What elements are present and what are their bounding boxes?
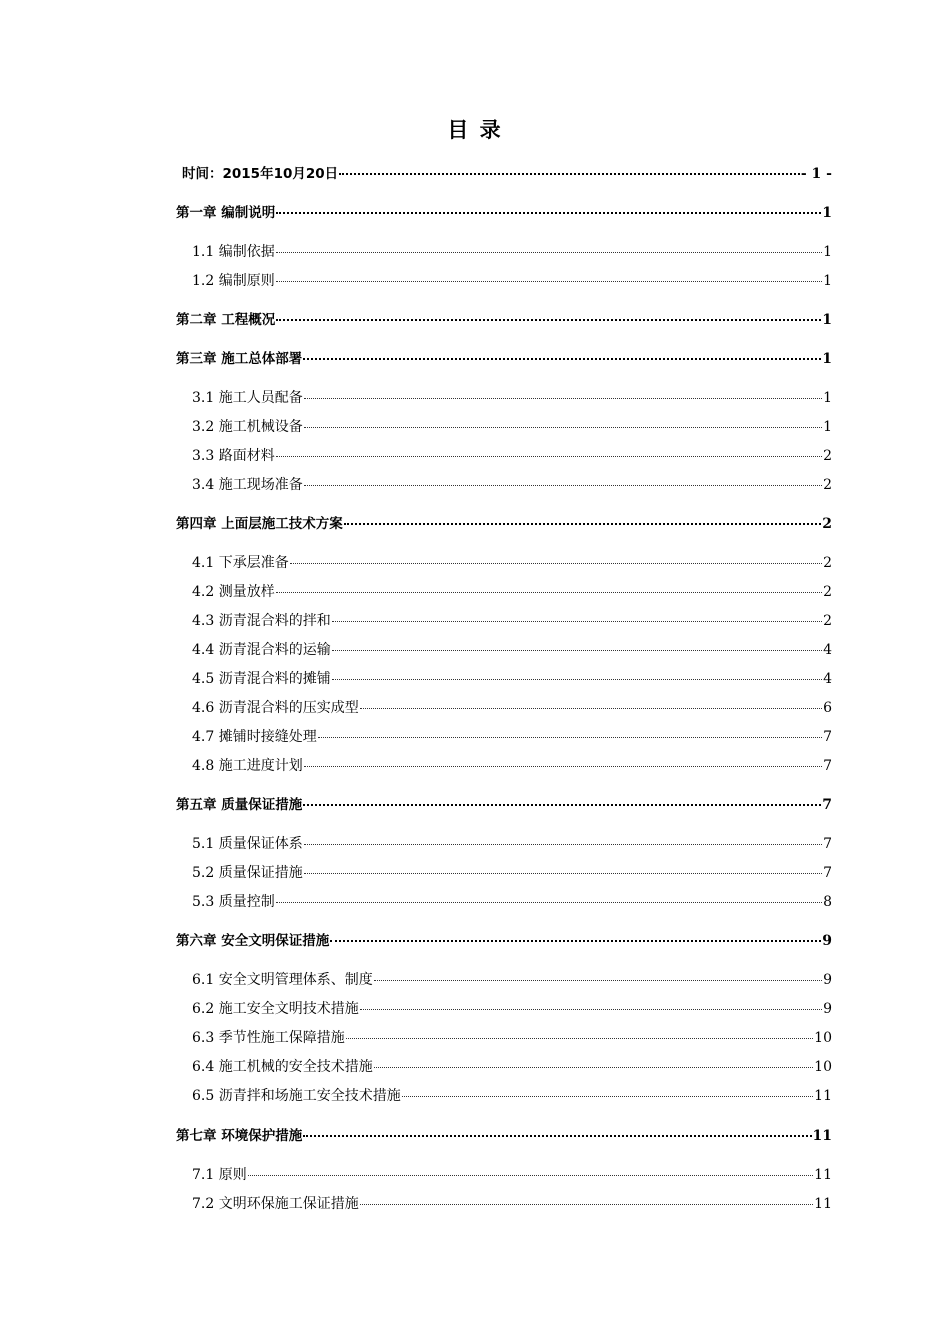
- toc-entry-label: 4.5 沥青混合料的摊铺: [192, 671, 331, 687]
- toc-entry-label: 时间：2015年10月20日: [182, 166, 339, 182]
- toc-section-entry[interactable]: [192, 971, 832, 989]
- toc-section-entry[interactable]: [192, 447, 832, 465]
- toc-entry-label: 6.5 沥青拌和场施工安全技术措施: [192, 1088, 401, 1104]
- toc-section-entry[interactable]: [192, 893, 832, 911]
- toc-page-number: 7: [823, 729, 832, 745]
- dot-leader: [374, 980, 822, 981]
- toc-page-number: 1: [823, 244, 832, 260]
- toc-entry-label: 7.1 原则: [192, 1167, 247, 1183]
- toc-chapter-entry[interactable]: [176, 350, 832, 368]
- dot-leader: [276, 212, 821, 214]
- toc-section-entry[interactable]: [192, 757, 832, 775]
- toc-section-entry[interactable]: [192, 670, 832, 688]
- dot-leader: [332, 621, 822, 622]
- toc-page-number: - 1 -: [800, 166, 832, 182]
- dot-leader: [304, 485, 822, 486]
- dot-leader: [346, 1038, 813, 1039]
- toc-entry-label: 5.2 质量保证措施: [192, 865, 303, 881]
- toc-entry-label: 6.4 施工机械的安全技术措施: [192, 1059, 373, 1075]
- toc-page-number: 2: [823, 613, 832, 629]
- toc-chapter-entry[interactable]: [176, 204, 832, 222]
- dot-leader: [276, 319, 821, 321]
- toc-page-number: 11: [812, 1128, 832, 1144]
- toc-section-entry[interactable]: [192, 243, 832, 261]
- dot-leader: [276, 281, 822, 282]
- dot-leader: [304, 766, 822, 767]
- dot-leader: [303, 1135, 811, 1137]
- toc-entry-label: 第四章 上面层施工技术方案: [176, 516, 343, 532]
- toc-entry-label: 第七章 环境保护措施: [176, 1128, 303, 1144]
- toc-entry-label: 4.4 沥青混合料的运输: [192, 642, 331, 658]
- dot-leader: [304, 844, 822, 845]
- toc-entry-label: 第六章 安全文明保证措施: [176, 933, 330, 949]
- toc-entry-label: 5.1 质量保证体系: [192, 836, 303, 852]
- toc-page-number: 1: [823, 390, 832, 406]
- toc-section-entry[interactable]: [192, 389, 832, 407]
- toc-section-entry[interactable]: [192, 272, 832, 290]
- toc-section-entry[interactable]: [192, 699, 832, 717]
- toc-page-number: 2: [823, 477, 832, 493]
- toc-entry-label: 4.6 沥青混合料的压实成型: [192, 700, 359, 716]
- dot-leader: [290, 563, 822, 564]
- toc-page-number: 10: [814, 1030, 832, 1046]
- dot-leader: [339, 173, 800, 175]
- toc-section-entry[interactable]: [192, 612, 832, 630]
- toc-section-entry[interactable]: [192, 418, 832, 436]
- toc-section-entry[interactable]: [192, 1195, 832, 1213]
- toc-entry-label: 4.2 测量放样: [192, 584, 275, 600]
- toc-page-number: 7: [823, 865, 832, 881]
- dot-leader: [304, 427, 822, 428]
- toc-section-entry[interactable]: [192, 1087, 832, 1105]
- dot-leader: [318, 737, 822, 738]
- toc-page-number: 9: [823, 972, 832, 988]
- dot-leader: [304, 398, 822, 399]
- dot-leader: [332, 679, 822, 680]
- toc-page-number: 4: [823, 671, 832, 687]
- dot-leader: [276, 456, 822, 457]
- toc-page-number: 11: [814, 1196, 832, 1212]
- toc-entry-label: 6.3 季节性施工保障措施: [192, 1030, 345, 1046]
- toc-section-entry[interactable]: [192, 641, 832, 659]
- toc-page-number: 6: [823, 700, 832, 716]
- toc-title: 目 录: [447, 118, 503, 142]
- dot-leader: [360, 1009, 822, 1010]
- dot-leader: [248, 1175, 813, 1176]
- toc-page-number: 1: [823, 419, 832, 435]
- toc-page-number: 11: [814, 1167, 832, 1183]
- dot-leader: [304, 873, 822, 874]
- toc-section-entry[interactable]: [192, 1058, 832, 1076]
- toc-entry-label: 第五章 质量保证措施: [176, 797, 303, 813]
- toc-chapter-entry[interactable]: [176, 1127, 832, 1145]
- toc-page-number: 1: [822, 205, 832, 221]
- toc-chapter-entry[interactable]: [176, 932, 832, 950]
- toc-page-number: 9: [822, 933, 832, 949]
- dot-leader: [344, 523, 822, 525]
- toc-section-entry[interactable]: [192, 728, 832, 746]
- toc-entry-label: 4.3 沥青混合料的拌和: [192, 613, 331, 629]
- toc-entry-label: 6.1 安全文明管理体系、制度: [192, 972, 373, 988]
- toc-entry-label: 3.2 施工机械设备: [192, 419, 303, 435]
- toc-page-number: 1: [822, 351, 832, 367]
- toc-chapter-entry[interactable]: [176, 311, 832, 329]
- dot-leader: [360, 708, 822, 709]
- toc-entry-label: 4.8 施工进度计划: [192, 758, 303, 774]
- dot-leader: [330, 940, 821, 942]
- toc-entry-label: 第三章 施工总体部署: [176, 351, 303, 367]
- toc-page-number: 8: [823, 894, 832, 910]
- toc-entry-label: 第一章 编制说明: [176, 205, 276, 221]
- toc-section-entry[interactable]: [192, 1029, 832, 1047]
- dot-leader: [402, 1096, 813, 1097]
- toc-section-entry[interactable]: [192, 583, 832, 601]
- dot-leader: [276, 252, 822, 253]
- toc-section-entry[interactable]: [192, 554, 832, 572]
- toc-entry-label: 7.2 文明环保施工保证措施: [192, 1196, 359, 1212]
- toc-entry-label: 1.2 编制原则: [192, 273, 275, 289]
- toc-section-entry[interactable]: [192, 1000, 832, 1018]
- dot-leader: [276, 592, 822, 593]
- toc-page-number: 7: [823, 836, 832, 852]
- toc-page-number: 1: [823, 273, 832, 289]
- toc-entry-label: 3.4 施工现场准备: [192, 477, 303, 493]
- toc-chapter-entry[interactable]: [182, 165, 832, 183]
- toc-page-number: 2: [823, 555, 832, 571]
- toc-page-number: 9: [823, 1001, 832, 1017]
- toc-entry-label: 3.3 路面材料: [192, 448, 275, 464]
- dot-leader: [303, 358, 821, 360]
- toc-page-number: 7: [823, 758, 832, 774]
- toc-entry-label: 4.7 摊铺时接缝处理: [192, 729, 317, 745]
- dot-leader: [303, 804, 821, 806]
- toc-page-number: 2: [823, 448, 832, 464]
- toc-chapter-entry[interactable]: [176, 515, 832, 533]
- toc-page-number: 1: [822, 312, 832, 328]
- toc-entry-label: 3.1 施工人员配备: [192, 390, 303, 406]
- toc-page-number: 2: [822, 516, 832, 532]
- toc-section-entry[interactable]: [192, 1166, 832, 1184]
- toc-section-entry[interactable]: [192, 835, 832, 853]
- toc-section-entry[interactable]: [192, 476, 832, 494]
- toc-entry-label: 第二章 工程概况: [176, 312, 276, 328]
- toc-entry-label: 6.2 施工安全文明技术措施: [192, 1001, 359, 1017]
- toc-chapter-entry[interactable]: [176, 796, 832, 814]
- toc-entry-label: 1.1 编制依据: [192, 244, 275, 260]
- dot-leader: [360, 1204, 813, 1205]
- toc-page-number: 10: [814, 1059, 832, 1075]
- toc-entry-label: 4.1 下承层准备: [192, 555, 289, 571]
- dot-leader: [374, 1067, 813, 1068]
- toc-entry-label: 5.3 质量控制: [192, 894, 275, 910]
- toc-page-number: 2: [823, 584, 832, 600]
- toc-page-number: 4: [823, 642, 832, 658]
- toc-page-number: 11: [814, 1088, 832, 1104]
- toc-section-entry[interactable]: [192, 864, 832, 882]
- dot-leader: [332, 650, 822, 651]
- dot-leader: [276, 902, 822, 903]
- toc-page-number: 7: [822, 797, 832, 813]
